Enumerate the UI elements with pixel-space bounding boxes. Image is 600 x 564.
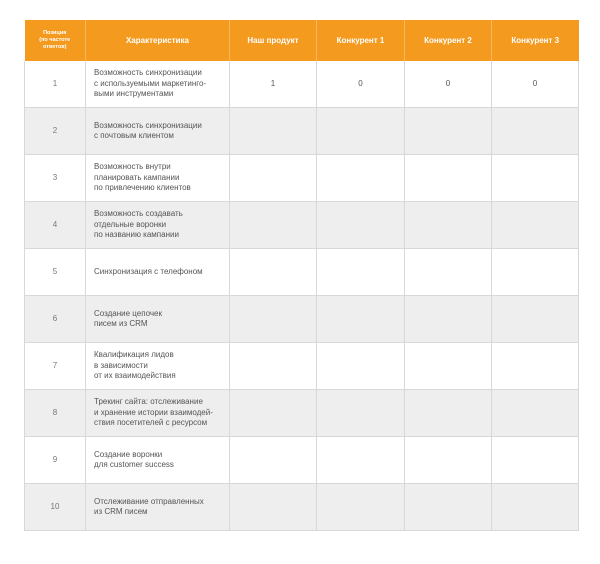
cell-feature: Создание воронки для customer success [86, 437, 230, 484]
cell-competitor-1 [317, 343, 405, 390]
cell-competitor-3 [492, 108, 579, 155]
cell-competitor-2 [405, 155, 492, 202]
cell-position: 10 [25, 484, 86, 531]
comparison-table [24, 20, 579, 531]
cell-competitor-2 [405, 108, 492, 155]
cell-competitor-1 [317, 296, 405, 343]
cell-position: 7 [25, 343, 86, 390]
cell-feature: Синхронизация с телефоном [86, 249, 230, 296]
cell-position: 1 [25, 61, 86, 108]
table-row [25, 343, 579, 390]
header-position-label: Позиция (по частоте ответов) [39, 30, 71, 50]
cell-competitor-1 [317, 390, 405, 437]
cell-feature: Трекинг сайта: отслеживание и хранение истории взаимодей- ствия посетителей с ресурсом [86, 390, 230, 437]
cell-competitor-2 [405, 202, 492, 249]
cell-our-product [230, 202, 317, 249]
cell-position: 4 [25, 202, 86, 249]
cell-competitor-3 [492, 296, 579, 343]
cell-competitor-3 [492, 390, 579, 437]
cell-feature: Возможность создавать отдельные воронки по названию кампании [86, 202, 230, 249]
cell-competitor-1 [317, 437, 405, 484]
cell-competitor-3 [492, 202, 579, 249]
cell-position: 8 [25, 390, 86, 437]
cell-competitor-1: 0 [317, 61, 405, 108]
table-row [25, 484, 579, 531]
cell-position: 6 [25, 296, 86, 343]
cell-our-product [230, 437, 317, 484]
table-body [25, 61, 579, 531]
cell-our-product [230, 249, 317, 296]
cell-competitor-1 [317, 249, 405, 296]
cell-position: 2 [25, 108, 86, 155]
header-position [25, 20, 86, 61]
cell-our-product [230, 155, 317, 202]
cell-position: 3 [25, 155, 86, 202]
table-header-row [25, 20, 579, 61]
cell-our-product [230, 296, 317, 343]
cell-competitor-1 [317, 155, 405, 202]
cell-competitor-3 [492, 484, 579, 531]
cell-feature: Отслеживание отправленных из CRM писем [86, 484, 230, 531]
header-our-product: Наш продукт [230, 20, 317, 61]
cell-competitor-2 [405, 484, 492, 531]
cell-competitor-2 [405, 343, 492, 390]
cell-competitor-2 [405, 249, 492, 296]
cell-competitor-3 [492, 249, 579, 296]
comparison-table-container [24, 20, 578, 531]
cell-competitor-1 [317, 484, 405, 531]
cell-our-product [230, 484, 317, 531]
cell-position: 9 [25, 437, 86, 484]
cell-competitor-2 [405, 437, 492, 484]
table-row [25, 61, 579, 108]
cell-feature: Квалификация лидов в зависимости от их взаимодействия [86, 343, 230, 390]
table-row [25, 390, 579, 437]
cell-competitor-2 [405, 296, 492, 343]
header-feature: Характеристика [86, 20, 230, 61]
cell-competitor-3 [492, 437, 579, 484]
cell-competitor-3 [492, 155, 579, 202]
cell-competitor-2: 0 [405, 61, 492, 108]
cell-competitor-1 [317, 108, 405, 155]
cell-our-product: 1 [230, 61, 317, 108]
table-row [25, 202, 579, 249]
cell-competitor-3 [492, 343, 579, 390]
table-row [25, 296, 579, 343]
cell-our-product [230, 108, 317, 155]
table-row [25, 437, 579, 484]
cell-feature: Создание цепочек писем из CRM [86, 296, 230, 343]
table-row [25, 249, 579, 296]
cell-our-product [230, 343, 317, 390]
header-competitor-2: Конкурент 2 [405, 20, 492, 61]
cell-competitor-1 [317, 202, 405, 249]
cell-position: 5 [25, 249, 86, 296]
cell-competitor-3: 0 [492, 61, 579, 108]
cell-competitor-2 [405, 390, 492, 437]
header-competitor-1: Конкурент 1 [317, 20, 405, 61]
table-row [25, 108, 579, 155]
table-row [25, 155, 579, 202]
cell-our-product [230, 390, 317, 437]
cell-feature: Возможность синхронизации с используемыми маркетинго- выми инструментами [86, 61, 230, 108]
cell-feature: Возможность синхронизации с почтовым клиентом [86, 108, 230, 155]
header-competitor-3: Конкурент 3 [492, 20, 579, 61]
cell-feature: Возможность внутри планировать кампании по привлечению клиентов [86, 155, 230, 202]
